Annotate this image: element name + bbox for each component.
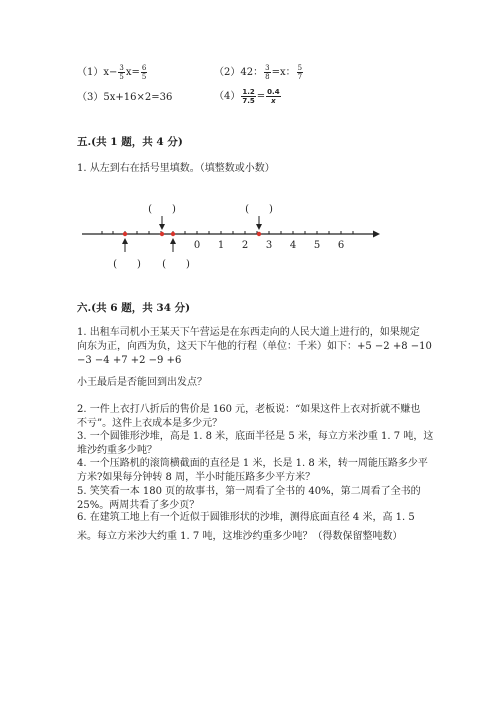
arrowhead: [170, 238, 176, 244]
section-6-heading: 六.(共 6 题，共 34 分): [77, 302, 191, 314]
question-2-line-2: 不亏”。这件上衣成本是多少元？: [77, 418, 223, 429]
axis-arrowhead: [373, 231, 380, 238]
arrowhead: [122, 238, 128, 244]
question-4-line-2: 方米?如果每分钟转 8 周，半小时能压路多少平方米？: [77, 472, 316, 483]
question-3-line-1: 3. 一个圆锥形沙堆，高是 1. 8 米，底面半径是 5 米，每立方米沙重 1. 7 吨，这: [77, 431, 434, 442]
tick-label: 0: [193, 240, 201, 251]
point-marker: [171, 232, 175, 236]
question-6-line-2: 米。每立方米沙大约重 1. 7 吨，这堆沙约重多少吨？（得数保留整吨数）: [77, 531, 403, 542]
question-5-line-2: 25%。两周共看了多少页？: [77, 500, 200, 511]
question-1-line-1: 1. 出租车司机小王某天下午营运是在东西走向的人民大道上进行的，如果规定: [77, 327, 420, 338]
problem-2: （2）42： $\frac{3}{8}$ =x： $\frac{5}{7}$: [214, 64, 303, 81]
question-3-line-2: 堆沙约重多少吨？: [77, 445, 157, 456]
number-line-figure: [70, 195, 400, 275]
fraction: $\frac{3}{8}$: [265, 64, 270, 81]
question-1-ask: 小王最后是否能回到出发点？: [77, 377, 207, 388]
section-5-question-1: 1. 从左到右在括号里填数。（填整数或小数）: [77, 163, 275, 174]
blank-bottom-left: ( ): [113, 259, 141, 270]
fraction: $\frac{1.2}{7.5}$: [242, 88, 255, 105]
point-marker: [160, 232, 164, 236]
section-5-heading: 五.(共 1 题，共 4 分): [77, 136, 183, 148]
arrowhead: [256, 224, 262, 230]
blank-top-left: ( ): [148, 204, 176, 215]
tick-label: 1: [217, 240, 225, 251]
blank-top-right: ( ): [245, 204, 273, 215]
problem-1: （1）x− $\frac{3}{5}$ x= $\frac{6}{5}$: [77, 64, 147, 81]
tick-label: 4: [289, 240, 297, 251]
question-1-line-3: −3 −4 +7 +2 −9 +6: [77, 355, 182, 366]
question-5-line-1: 5. 笑笑看一本 180 页的故事书，第一周看了全书的 40%，第二周看了全书的: [77, 486, 421, 497]
tick-label: 2: [241, 240, 249, 251]
question-6-line-1: 6. 在建筑工地上有一个近似于圆锥形状的沙堆，测得底面直径 4 米，高 1. 5: [77, 512, 415, 523]
tick-label: 3: [265, 240, 273, 251]
arrowhead: [159, 224, 165, 230]
blank-bottom-right: ( ): [162, 259, 190, 270]
question-2-line-1: 2. 一件上衣打八折后的售价是 160 元，老板说：“如果这件上衣对折就不赚也: [77, 404, 421, 415]
fraction: $\frac{0.4}{x}$: [267, 88, 280, 105]
fraction: $\frac{3}{5}$: [119, 64, 124, 81]
point-marker: [123, 232, 127, 236]
question-1-line-2: 向东为正，向西为负，这天下午他的行程（单位：千米）如下：+5 −2 +8 −10: [77, 341, 432, 352]
fraction: $\frac{5}{7}$: [297, 64, 303, 81]
problem-3: （3）5x+16×2=36: [77, 92, 173, 103]
fraction: $\frac{6}{5}$: [141, 64, 147, 81]
tick-label: 5: [313, 240, 321, 251]
problem-4: （4） $\frac{1.2}{7.5}$ = $\frac{0.4}{x}$: [214, 88, 280, 105]
question-4-line-1: 4. 一个压路机的滚筒横截面的直径是 1 米，长是 1. 8 米，转一周能压路多少平: [77, 458, 428, 469]
tick-label: 6: [337, 240, 345, 251]
point-marker: [257, 232, 261, 236]
